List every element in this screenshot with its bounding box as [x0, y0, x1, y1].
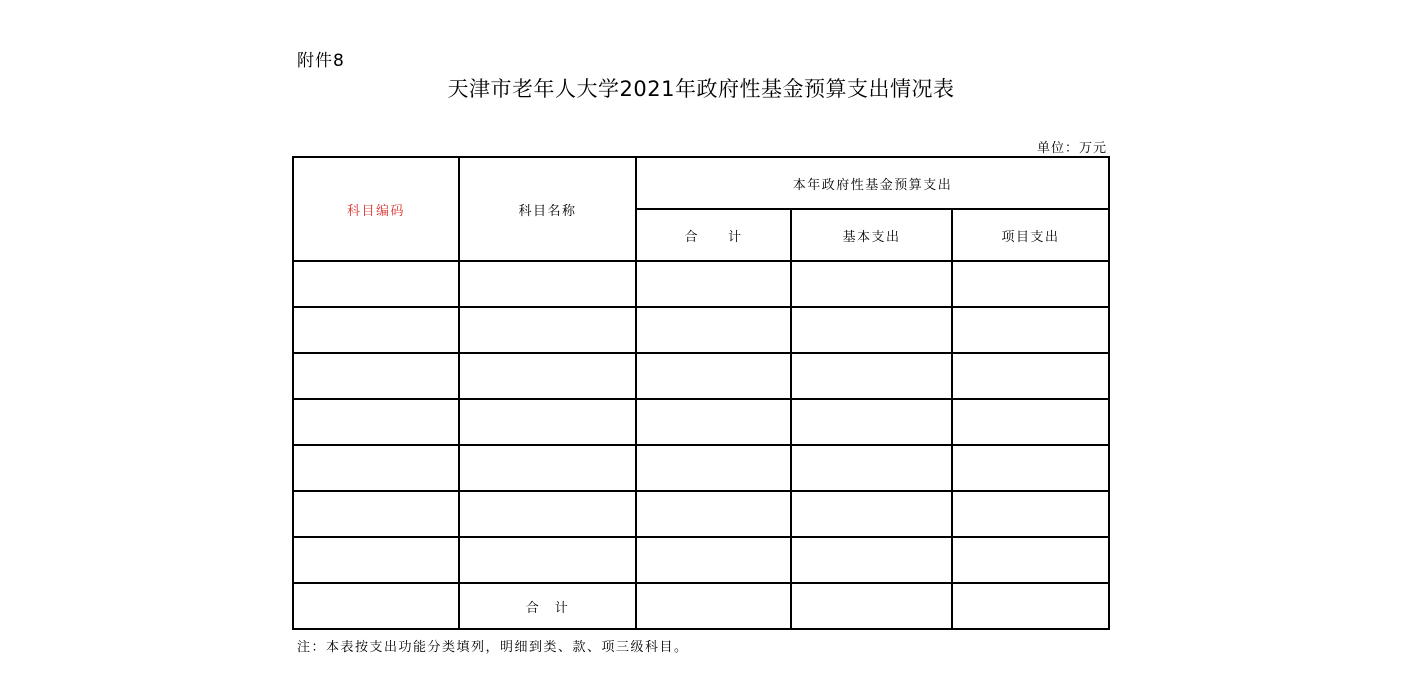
- table-row: [293, 537, 1109, 583]
- unit-label: 单位：万元: [1036, 141, 1107, 156]
- total-project-cell: [952, 583, 1109, 629]
- total-column-header: 合 计: [636, 209, 791, 261]
- basic-cell: [791, 399, 952, 445]
- basic-cell: [791, 353, 952, 399]
- header-row-1: [293, 157, 1109, 209]
- basic-expenditure-header: 基本支出: [791, 209, 952, 261]
- project-cell: [952, 537, 1109, 583]
- total-row: [293, 583, 1109, 629]
- attachment-label: 附件8: [297, 51, 345, 71]
- budget-table: [292, 156, 1110, 630]
- project-expenditure-header: 项目支出: [952, 209, 1109, 261]
- table-row: [293, 261, 1109, 307]
- basic-cell: [791, 537, 952, 583]
- total-cell: [636, 261, 791, 307]
- code-cell: [293, 445, 459, 491]
- fund-expenditure-group-header: 本年政府性基金预算支出: [636, 157, 1109, 209]
- total-cell: [636, 307, 791, 353]
- total-cell: [636, 353, 791, 399]
- basic-cell: [791, 491, 952, 537]
- basic-cell: [791, 261, 952, 307]
- name-cell: [459, 261, 636, 307]
- table-row: [293, 445, 1109, 491]
- page-title: 天津市老年人大学2021年政府性基金预算支出情况表: [447, 77, 955, 101]
- subject-code-header: 科目编码: [293, 157, 459, 261]
- project-cell: [952, 307, 1109, 353]
- name-cell: [459, 353, 636, 399]
- code-cell: [293, 399, 459, 445]
- footnote: 注：本表按支出功能分类填列，明细到类、款、项三级科目。: [297, 640, 689, 655]
- project-cell: [952, 445, 1109, 491]
- code-cell: [293, 307, 459, 353]
- total-cell: [636, 491, 791, 537]
- name-cell: [459, 399, 636, 445]
- project-cell: [952, 399, 1109, 445]
- code-cell: [293, 353, 459, 399]
- subject-name-header: 科目名称: [459, 157, 636, 261]
- code-cell: [293, 491, 459, 537]
- total-cell: [636, 537, 791, 583]
- total-basic-cell: [791, 583, 952, 629]
- total-label-cell: 合 计: [459, 583, 636, 629]
- table-row: [293, 491, 1109, 537]
- code-cell: [293, 261, 459, 307]
- code-cell: [293, 537, 459, 583]
- name-cell: [459, 445, 636, 491]
- table-row: [293, 353, 1109, 399]
- basic-cell: [791, 445, 952, 491]
- project-cell: [952, 261, 1109, 307]
- project-cell: [952, 491, 1109, 537]
- total-cell: [636, 399, 791, 445]
- table-row: [293, 307, 1109, 353]
- total-code-cell: [293, 583, 459, 629]
- name-cell: [459, 537, 636, 583]
- total-sum-cell: [636, 583, 791, 629]
- project-cell: [952, 353, 1109, 399]
- name-cell: [459, 307, 636, 353]
- name-cell: [459, 491, 636, 537]
- total-cell: [636, 445, 791, 491]
- basic-cell: [791, 307, 952, 353]
- table-row: [293, 399, 1109, 445]
